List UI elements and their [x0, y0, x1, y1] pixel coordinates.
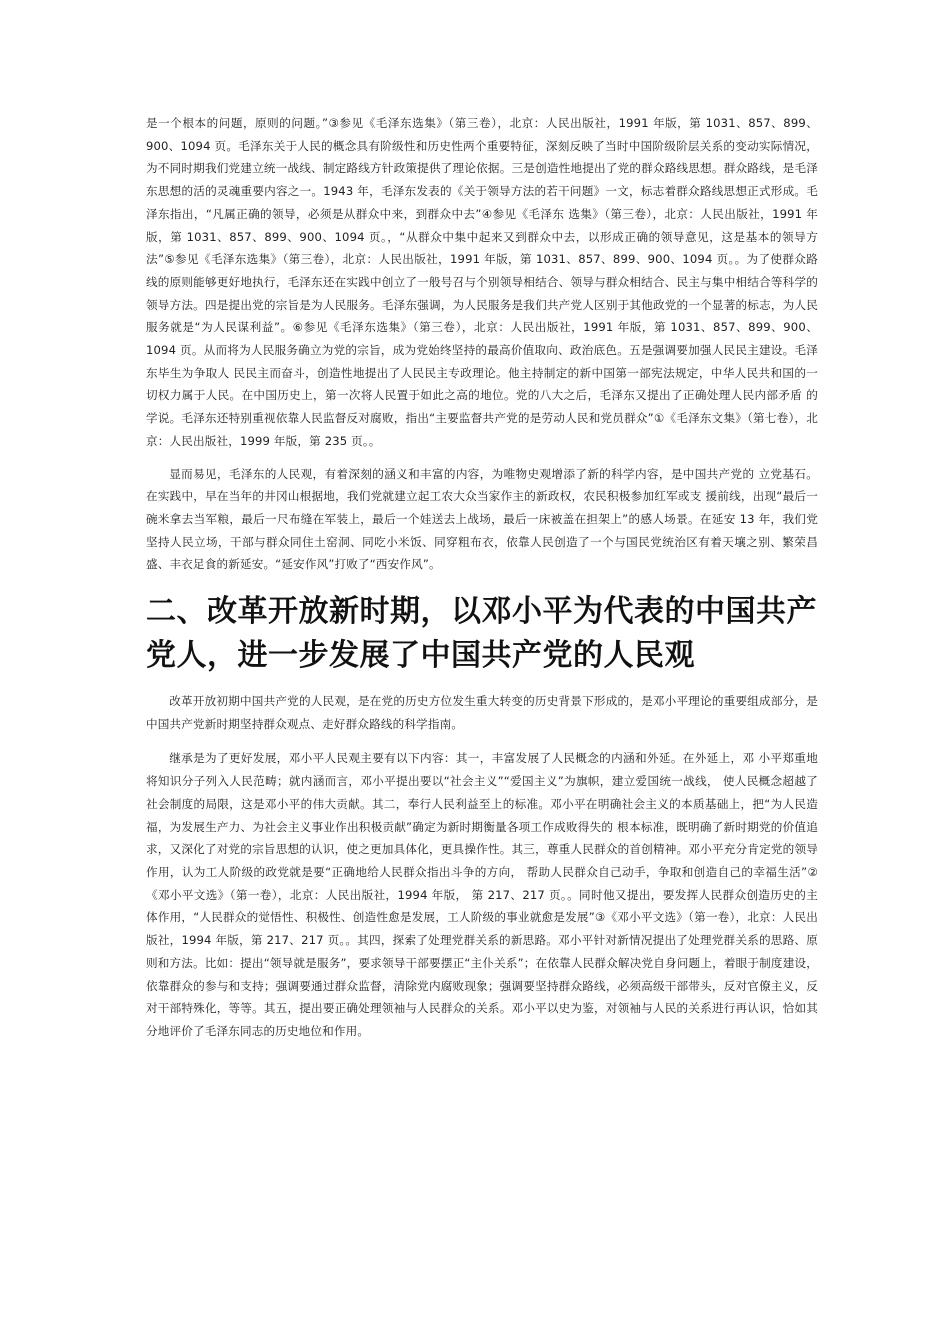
body-paragraph-mao-people-view-summary: 显而易见，毛泽东的人民观，有着深刻的涵义和丰富的内容，为唯物史观增添了新的科学内容，是中国共产党的 立党基石。在实践中，早在当年的井冈山根据地，我们党就建立起工农大众当家作主的新政权，农民积极参加红军或支 援前线，出现“最后一碗米拿去当军粮，最后一尺布缝在军装上，最后一个娃送去上战场，最后一床被盖在担架上”的感人场景。在延安 13 年，我们党坚持人民立场，干部与群众同住土窑洞、同吃小米饭、同穿粗布衣，依靠人民创造了一个与国民党统治区有着天壤之别、繁荣昌盛、丰衣足食的新延安。“延安作风”打败了“西安作风”。: [146, 466, 818, 572]
document-page: [146, 112, 818, 1043]
section-heading: 二、改革开放新时期，以邓小平为代表的中国共产党人，进一步发展了中国共产党的人民观: [146, 594, 817, 674]
body-paragraph-mao-people-concept: 是一个根本的问题，原则的问题。”③参见《毛泽东选集》（第三卷），北京：人民出版社，1991 年版，第 1031、857、899、900、1094 页。毛泽东关于人民的概念具有阶级性和历史性两个重要特征，深刻反映了当时中国阶级阶层关系的变动实际情况，为不同时期我们党建立统一战线、制定路线方针政策提供了理论依据。三是创造性地提出了党的群众路线思想。群众路线，是毛泽东思想的活的灵魂重要内容之一。1943 年，毛泽东发表的《关于领导方法的若干问题》一文，标志着群众路线思想正式形成。毛泽东指出，“凡属正确的领导，必须是从群众中来，到群众中去”④参见《毛泽东 选集》（第三卷），北京：人民出版社，1991 年版，第 1031、857、899、900、1094 页。，“从群众中集中起来又到群众中去，以形成正确的领导意见，这是基本的领导方法”⑤参见《毛泽东选集》（第三卷），北京：人民出版社，1991 年版，第 1031、857、899、900、1094 页。。为了使群众路线的原则能够更好地执行，毛泽东还在实践中创立了一般号召与个别领导相结合、领导与群众相结合、民主与集中相结合等科学的领导方法。四是提出党的宗旨是为人民服务。毛泽东强调，为人民服务是我们共产党人区别于其他政党的一个显著的标志，为人民服务就是“为人民谋利益”。⑥参见《毛泽东选集》（第三卷），北京：人民出版社，1991 年版，第 1031、857、899、900、1094 页。从而将为人民服务确立为党的宗旨，成为党始终坚持的最高价值取向、政治底色。五是强调要加强人民民主建设。毛泽东毕生为争取人 民民主而奋斗，创造性地提出了人民民主专政理论。他主持制定的新中国第一部宪法规定，中华人民共和国的一切权力属于人民。在中国历史上，第一次将人民置于如此之高的地位。党的八大之后，毛泽东又提出了正确处理人民内部矛盾 的学说。毛泽东还特别重视依靠人民监督反对腐败，指出“主要监督共产党的是劳动人民和党员群众”①《毛泽东文集》（第七卷），北京：人民出版社，1999 年版，第 235 页。。: [146, 116, 818, 448]
body-paragraph-reform-intro: 改革开放初期中国共产党的人民观，是在党的历史方位发生重大转变的历史背景下形成的，是邓小平理论的重要组成部分，是中国共产党新时期坚持群众观点、走好群众路线的科学指南。: [146, 694, 818, 731]
body-paragraph-deng-people-view: 继承是为了更好发展，邓小平人民观主要有以下内容：其一，丰富发展了人民概念的内涵和外延。在外延上，邓 小平郑重地将知识分子列入人民范畴；就内涵而言，邓小平提出要以“社会主义”“爱国主义”为旗帜，建立爱国统一战线， 使人民概念超越了社会制度的局限，这是邓小平的伟大贡献。其二，奉行人民利益至上的标准。邓小平在明确社会主义的本质基础上，把“为人民造福，为发展生产力、为社会主义事业作出积极贡献”确定为新时期衡量各项工作成败得失的 根本标准，既明确了新时期党的价值追求，又深化了对党的宗旨思想的认识，使之更加具体化，更具操作性。其三，尊重人民群众的首创精神。邓小平充分肯定党的领导作用，认为工人阶级的政党就是要“正确地给人民群众指出斗争的方向， 帮助人民群众自己动手，争取和创造自己的幸福生活”②《邓小平文选》（第一卷），北京：人民出版社，1994 年版， 第 217、217 页。。同时他又提出，要发挥人民群众创造历史的主体作用，“人民群众的觉悟性、积极性、创造性愈是发展，工人阶级的事业就愈是发展”③《邓小平文选》（第一卷），北京：人民出版社，1994 年版，第 217、217 页。。其四，探索了处理党群关系的新思路。邓小平针对新情况提出了处理党群关系的思路、原则和方法。比如：提出“领导就是服务”，要求领导干部要摆正“主仆关系”；在依靠人民群众解决党自身问题上，着眼于制度建设，依靠群众的参与和支持；强调要通过群众监督，清除党内腐败现象；强调要坚持群众路线，必须高级干部带头，反对官僚主义，反对干部特殊化，等等。其五，提出要正确处理领袖与人民群众的关系。邓小平以史为鉴，对领袖与人民的关系进行再认识，恰如其分地评价了毛泽东同志的历史地位和作用。: [146, 751, 818, 1038]
